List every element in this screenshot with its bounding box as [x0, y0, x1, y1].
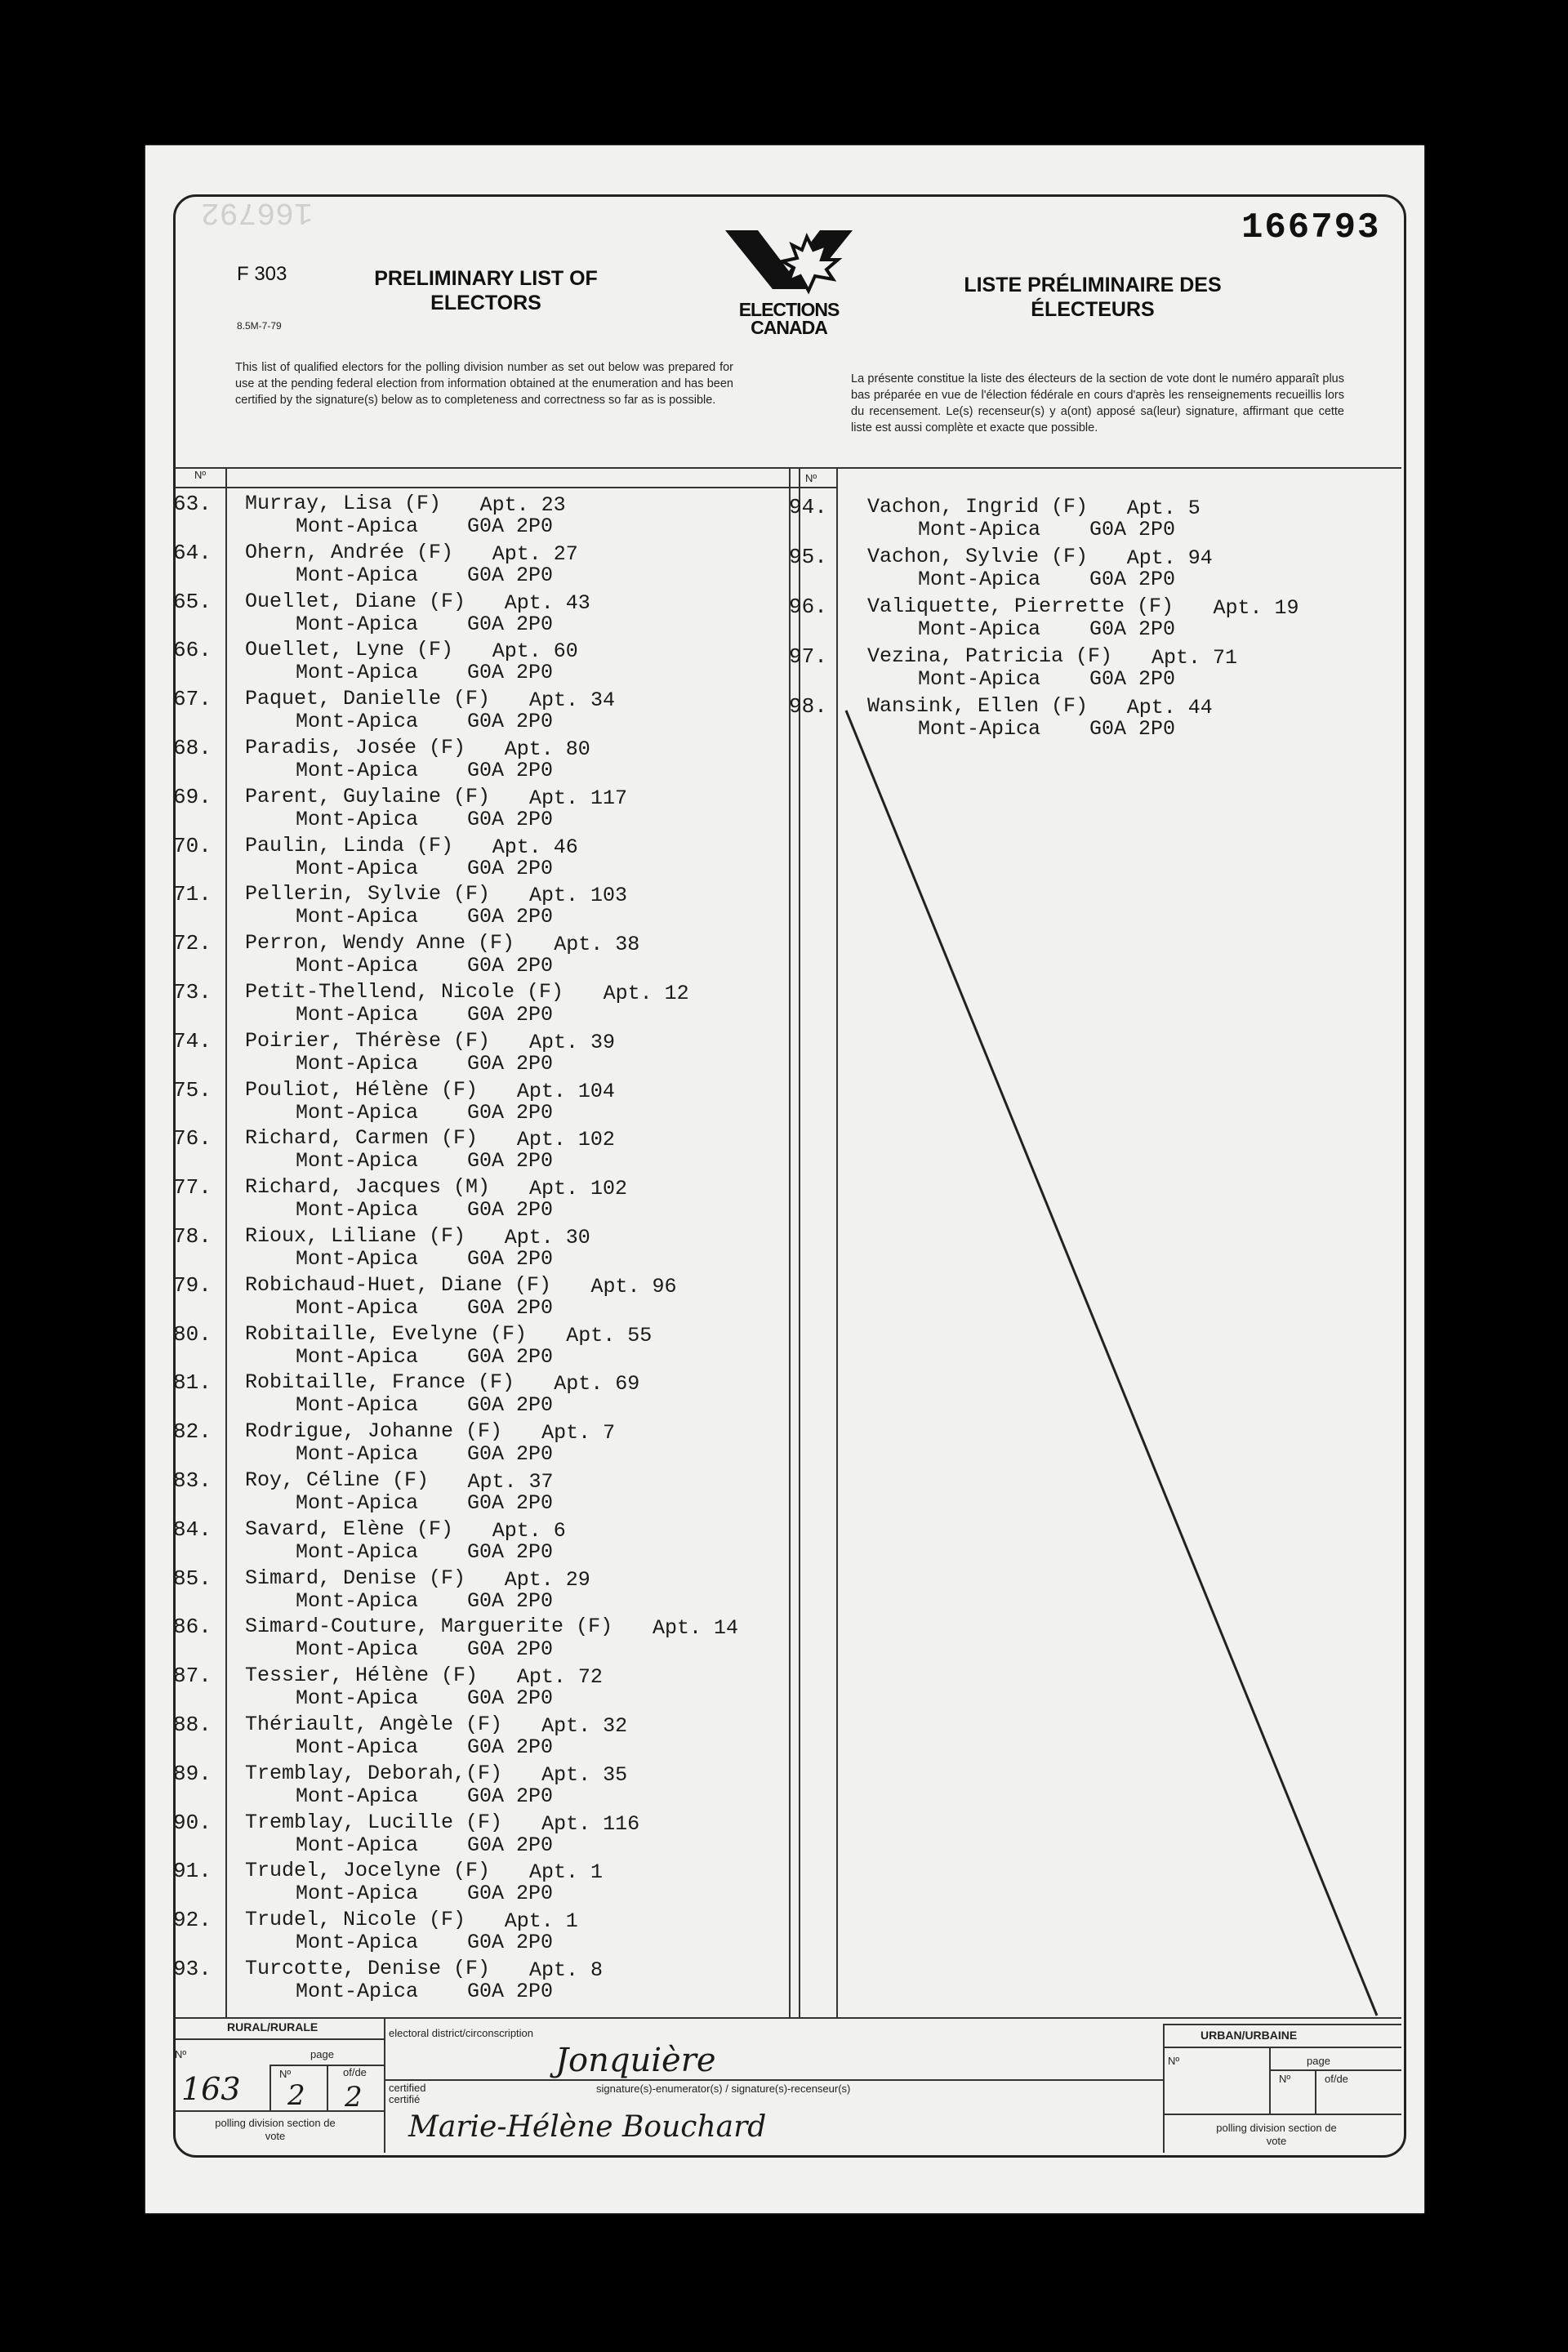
elector-town: Mont-Apica: [296, 954, 419, 978]
elector-postal-code: G0A 2P0: [467, 1247, 554, 1271]
elector-number: 65.: [173, 589, 212, 614]
elector-name: Ohern, Andrée (F): [245, 540, 454, 564]
table-top-rule: [175, 467, 1401, 469]
elector-postal-code: G0A 2P0: [467, 954, 554, 978]
elector-name: Paradis, Josée (F): [245, 736, 466, 760]
elector-town: Mont-Apica: [296, 1539, 419, 1564]
elector-postal-code: G0A 2P0: [467, 856, 554, 880]
elector-town: Mont-Apica: [296, 1051, 419, 1076]
urban-of-label: of/de: [1325, 2073, 1348, 2085]
elector-postal-code: G0A 2P0: [467, 1100, 554, 1125]
urban-page-divider: [1269, 2047, 1271, 2114]
elector-postal-code: G0A 2P0: [467, 905, 554, 929]
elector-apartment: Apt. 39: [529, 1030, 616, 1054]
enumerator-signature: Marie-Hélène Bouchard: [408, 2110, 767, 2144]
elector-town: Mont-Apica: [296, 1247, 419, 1271]
elector-town: Mont-Apica: [296, 1784, 419, 1808]
title-english: PRELIMINARY LIST OF ELECTORS: [374, 267, 598, 314]
elector-number: 87.: [173, 1664, 212, 1689]
elector-apartment: Apt. 104: [516, 1079, 615, 1103]
elector-postal-code: G0A 2P0: [467, 612, 554, 636]
elector-apartment: Apt. 44: [1126, 696, 1213, 719]
form-number: F 303: [237, 263, 287, 285]
urban-top-rule: [1163, 2024, 1401, 2025]
elector-name: Valiquette, Pierrette (F): [867, 595, 1174, 618]
elector-apartment: Apt. 102: [529, 1177, 628, 1201]
rural-polling-division-label: polling division section de vote: [215, 2117, 336, 2142]
elector-postal-code: G0A 2P0: [467, 1491, 554, 1515]
elector-apartment: Apt. 8: [529, 1958, 604, 1982]
elector-town: Mont-Apica: [296, 1149, 419, 1174]
elector-town: Mont-Apica: [296, 1198, 419, 1223]
elector-town: Mont-Apica: [296, 1295, 419, 1320]
elector-apartment: Apt. 102: [516, 1128, 615, 1152]
print-code: 8.5M-7-79: [237, 320, 282, 332]
elector-postal-code: G0A 2P0: [467, 514, 554, 538]
elector-apartment: Apt. 5: [1126, 497, 1200, 520]
rural-page-no-label: Nº: [279, 2068, 292, 2080]
elector-number: 93.: [173, 1957, 212, 1981]
elector-number: 63.: [173, 492, 212, 516]
elector-postal-code: G0A 2P0: [1089, 518, 1176, 541]
urban-polling-division-label: polling division section de vote: [1216, 2122, 1337, 2147]
elector-town: Mont-Apica: [918, 667, 1041, 691]
rural-page-divider: [270, 2065, 271, 2110]
elector-town: Mont-Apica: [918, 717, 1041, 741]
elector-postal-code: G0A 2P0: [467, 1637, 554, 1662]
elector-name: Paulin, Linda (F): [245, 833, 454, 858]
elector-number: 80.: [173, 1321, 212, 1347]
elector-number: 96.: [789, 595, 827, 619]
elector-name: Rodrigue, Johanne (F): [245, 1419, 503, 1444]
elector-number: 71.: [173, 882, 212, 907]
elector-name: Turcotte, Denise (F): [245, 1957, 491, 1980]
elector-town: Mont-Apica: [296, 1686, 419, 1711]
elector-town: Mont-Apica: [296, 759, 419, 782]
left-number-column-divider: [225, 467, 227, 2017]
col-no-label-right: Nº: [805, 472, 817, 484]
elector-postal-code: G0A 2P0: [467, 1735, 554, 1759]
elector-postal-code: G0A 2P0: [467, 1295, 554, 1320]
elector-number: 74.: [173, 1028, 212, 1054]
elector-apartment: Apt. 35: [541, 1762, 628, 1787]
elector-name: Pellerin, Sylvie (F): [245, 882, 491, 906]
elector-name: Richard, Jacques (M): [245, 1175, 491, 1200]
electoral-district-value: Jonquière: [555, 2042, 716, 2079]
unused-space-diagonal-line: [841, 702, 1388, 2019]
footer-top-rule: [175, 2017, 1401, 2019]
urban-label: URBAN/URBAINE: [1200, 2029, 1298, 2042]
elector-number: 64.: [173, 540, 212, 565]
elector-name: Savard, Elène (F): [245, 1517, 454, 1541]
elector-postal-code: G0A 2P0: [467, 1149, 554, 1174]
rural-no-label: Nº: [175, 2048, 187, 2060]
elector-number: 97.: [789, 644, 827, 669]
elector-town: Mont-Apica: [296, 1931, 419, 1955]
elector-apartment: Apt. 46: [492, 835, 578, 859]
elector-apartment: Apt. 60: [492, 639, 578, 664]
elector-number: 92.: [173, 1908, 212, 1933]
right-number-column-divider: [836, 467, 838, 2017]
elector-name: Tremblay, Lucille (F): [245, 1810, 503, 1834]
elector-number: 79.: [173, 1272, 212, 1298]
elector-number: 66.: [173, 638, 212, 663]
elector-town: Mont-Apica: [296, 1100, 419, 1125]
elector-number: 77.: [173, 1175, 212, 1200]
elector-apartment: Apt. 1: [504, 1909, 578, 1934]
elector-postal-code: G0A 2P0: [467, 1051, 554, 1076]
elector-number: 95.: [789, 545, 827, 569]
elector-name: Parent, Guylaine (F): [245, 784, 491, 808]
elector-number: 91.: [173, 1859, 212, 1884]
elector-name: Ouellet, Lyne (F): [245, 638, 454, 662]
elector-name: Rioux, Liliane (F): [245, 1224, 466, 1248]
elector-apartment: Apt. 116: [541, 1811, 640, 1836]
elector-number: 86.: [173, 1615, 212, 1640]
elector-name: Robitaille, Evelyne (F): [245, 1321, 528, 1346]
elector-town: Mont-Apica: [296, 905, 419, 929]
elector-apartment: Apt. 71: [1152, 646, 1238, 670]
elector-town: Mont-Apica: [296, 807, 419, 831]
elector-apartment: Apt. 80: [504, 737, 590, 761]
elector-name: Wansink, Ellen (F): [867, 694, 1089, 718]
elector-number: 67.: [173, 687, 212, 712]
elector-apartment: Apt. 96: [590, 1274, 677, 1298]
elector-name: Tremblay, Deborah,(F): [245, 1761, 503, 1785]
rural-of-label: of/de: [343, 2066, 367, 2078]
urban-page-label: page: [1307, 2055, 1330, 2067]
elector-postal-code: G0A 2P0: [467, 1003, 554, 1027]
elector-apartment: Apt. 27: [492, 541, 578, 566]
elector-name: Vezina, Patricia (F): [867, 644, 1113, 668]
elector-postal-code: G0A 2P0: [467, 1588, 554, 1613]
elector-name: Trudel, Nicole (F): [245, 1908, 466, 1932]
elector-apartment: Apt. 69: [554, 1372, 640, 1396]
elector-town: Mont-Apica: [296, 856, 419, 880]
elector-town: Mont-Apica: [296, 710, 419, 734]
elector-apartment: Apt. 72: [516, 1665, 603, 1690]
elector-postal-code: G0A 2P0: [1089, 568, 1176, 591]
elector-postal-code: G0A 2P0: [1089, 617, 1176, 641]
elector-town: Mont-Apica: [296, 612, 419, 636]
elector-apartment: Apt. 14: [653, 1616, 739, 1641]
elector-town: Mont-Apica: [296, 1882, 419, 1906]
elector-number: 68.: [173, 736, 212, 760]
elector-name: Petit-Thellend, Nicole (F): [245, 980, 564, 1004]
elector-town: Mont-Apica: [296, 563, 419, 587]
elector-apartment: Apt. 32: [541, 1714, 628, 1738]
elector-apartment: Apt. 6: [492, 1518, 566, 1543]
elector-apartment: Apt. 55: [566, 1323, 653, 1348]
elector-apartment: Apt. 117: [529, 786, 628, 810]
elector-name: Vachon, Sylvie (F): [867, 545, 1089, 568]
elector-postal-code: G0A 2P0: [467, 1931, 554, 1955]
signature-label: signature(s)-enumerator(s) / signature(s)-recenseur(s): [596, 2082, 851, 2095]
elector-name: Roy, Céline (F): [245, 1468, 430, 1492]
elector-name: Trudel, Jocelyne (F): [245, 1859, 491, 1883]
elector-apartment: Apt. 29: [504, 1567, 590, 1592]
elector-number: 85.: [173, 1566, 212, 1591]
urban-of-divider: [1315, 2069, 1316, 2114]
elector-apartment: Apt. 30: [504, 1226, 590, 1250]
elector-apartment: Apt. 37: [467, 1470, 554, 1494]
elector-town: Mont-Apica: [296, 1735, 419, 1759]
elector-name: Robitaille, France (F): [245, 1370, 515, 1395]
elector-town: Mont-Apica: [296, 1637, 419, 1662]
elector-name: Murray, Lisa (F): [245, 492, 442, 515]
serial-number: 166793: [1241, 207, 1381, 248]
rural-label: RURAL/RURALE: [227, 2020, 318, 2034]
elector-postal-code: G0A 2P0: [467, 1833, 554, 1857]
urban-label-rule: [1163, 2047, 1401, 2048]
elector-postal-code: G0A 2P0: [467, 759, 554, 782]
page-number: 2: [287, 2079, 305, 2112]
elector-town: Mont-Apica: [296, 1003, 419, 1027]
elector-postal-code: G0A 2P0: [467, 807, 554, 831]
elector-town: Mont-Apica: [918, 568, 1041, 591]
urban-bottom-rule: [1163, 2114, 1401, 2115]
left-header-rule: [175, 487, 800, 488]
elector-name: Richard, Carmen (F): [245, 1126, 479, 1151]
elector-postal-code: G0A 2P0: [467, 1784, 554, 1808]
elector-name: Vachon, Ingrid (F): [867, 495, 1089, 519]
elector-postal-code: G0A 2P0: [467, 1980, 554, 2003]
elector-postal-code: G0A 2P0: [467, 1882, 554, 1906]
elector-postal-code: G0A 2P0: [467, 1442, 554, 1467]
rural-label-rule: [175, 2038, 384, 2040]
elector-number: 89.: [173, 1761, 212, 1786]
elector-number: 76.: [173, 1126, 212, 1152]
elector-name: Robichaud-Huet, Diane (F): [245, 1272, 552, 1297]
elector-apartment: Apt. 103: [529, 884, 628, 908]
elector-name: Pouliot, Hélène (F): [245, 1077, 479, 1102]
elector-postal-code: G0A 2P0: [1089, 667, 1176, 691]
elector-town: Mont-Apica: [918, 518, 1041, 541]
elector-name: Simard, Denise (F): [245, 1566, 466, 1590]
elector-postal-code: G0A 2P0: [1089, 717, 1176, 741]
elector-number: 94.: [789, 495, 827, 519]
elector-number: 98.: [789, 694, 827, 719]
certified-label: certified certifié: [389, 2082, 426, 2105]
elector-apartment: Apt. 38: [554, 933, 640, 957]
elector-number: 73.: [173, 980, 212, 1004]
intro-english: This list of qualified electors for the polling division number as set out below was prepared for use at the pending federal election from information obtained at the enumeration and has been certified by the signature(s) below as to completeness and correctness so far as is possible.: [235, 361, 733, 407]
rural-of-divider: [327, 2065, 328, 2110]
elector-number: 90.: [173, 1810, 212, 1835]
elector-town: Mont-Apica: [296, 661, 419, 685]
elector-postal-code: G0A 2P0: [467, 563, 554, 587]
elector-town: Mont-Apica: [296, 1442, 419, 1467]
polling-division-number: 163: [181, 2071, 241, 2107]
rural-box-right-edge: [384, 2017, 385, 2153]
elector-town: Mont-Apica: [918, 617, 1041, 641]
elector-town: Mont-Apica: [296, 1588, 419, 1613]
rural-page-label: page: [310, 2048, 334, 2060]
elector-name: Ouellet, Diane (F): [245, 589, 466, 613]
elector-number: 88.: [173, 1713, 212, 1737]
col-no-label-left: Nº: [194, 469, 207, 481]
elector-apartment: Apt. 43: [504, 590, 590, 615]
elector-number: 81.: [173, 1370, 212, 1396]
elector-number: 72.: [173, 931, 212, 956]
electoral-district-label: electoral district/circonscription: [389, 2027, 534, 2039]
elector-number: 84.: [173, 1517, 212, 1542]
elector-apartment: Apt. 94: [1126, 546, 1213, 570]
elector-name: Thériault, Angèle (F): [245, 1713, 503, 1736]
elector-number: 69.: [173, 784, 212, 809]
elector-apartment: Apt. 23: [479, 493, 566, 517]
elector-number: 82.: [173, 1419, 212, 1445]
elector-town: Mont-Apica: [296, 1980, 419, 2003]
elector-town: Mont-Apica: [296, 514, 419, 538]
page-of-number: 2: [345, 2081, 363, 2114]
elector-apartment: Apt. 12: [603, 982, 689, 1005]
elector-postal-code: G0A 2P0: [467, 1344, 554, 1369]
urban-page-rule: [1269, 2069, 1401, 2071]
intro-french: La présente constitue la liste des électeurs de la section de vote dont le numéro apparaît plus bas préparée en vue de l'élection fédérale en cours d'après les renseignements recueillis lors du recensement. Le(s) recenseur(s) y a(ont) apposé sa(leur) signature, affirmant que cette liste est aussi complète et exacte que possible.: [851, 372, 1344, 434]
elector-postal-code: G0A 2P0: [467, 1393, 554, 1418]
title-french: LISTE PRÉLIMINAIRE DES ÉLECTEURS: [964, 274, 1222, 321]
electoral-district-underline: [384, 2079, 1165, 2081]
elector-name: Simard-Couture, Marguerite (F): [245, 1615, 613, 1639]
elector-name: Poirier, Thérèse (F): [245, 1028, 491, 1053]
elector-name: Paquet, Danielle (F): [245, 687, 491, 711]
elector-postal-code: G0A 2P0: [467, 710, 554, 734]
elector-number: 70.: [173, 833, 212, 858]
elector-postal-code: G0A 2P0: [467, 1198, 554, 1223]
elector-postal-code: G0A 2P0: [467, 1539, 554, 1564]
elector-apartment: Apt. 34: [529, 688, 616, 713]
elector-number: 75.: [173, 1077, 212, 1102]
elector-town: Mont-Apica: [296, 1344, 419, 1369]
elector-name: Tessier, Hélène (F): [245, 1664, 479, 1688]
right-header-rule: [789, 487, 836, 488]
faint-serial-number: 166792: [201, 194, 313, 229]
elector-postal-code: G0A 2P0: [467, 1686, 554, 1711]
logo-text: ELECTIONS CANADA: [738, 299, 840, 338]
elector-apartment: Apt. 19: [1213, 596, 1299, 620]
elector-number: 78.: [173, 1224, 212, 1249]
urban-box-left-edge: [1163, 2024, 1165, 2153]
elector-apartment: Apt. 7: [541, 1421, 616, 1446]
elector-name: Perron, Wendy Anne (F): [245, 931, 515, 956]
elector-town: Mont-Apica: [296, 1833, 419, 1857]
elector-apartment: Apt. 1: [529, 1860, 604, 1885]
urban-no-label: Nº: [1168, 2055, 1180, 2067]
urban-page-no-label: Nº: [1279, 2073, 1291, 2085]
elector-town: Mont-Apica: [296, 1491, 419, 1515]
elector-town: Mont-Apica: [296, 1393, 419, 1418]
elector-number: 83.: [173, 1468, 212, 1493]
elector-postal-code: G0A 2P0: [467, 661, 554, 685]
